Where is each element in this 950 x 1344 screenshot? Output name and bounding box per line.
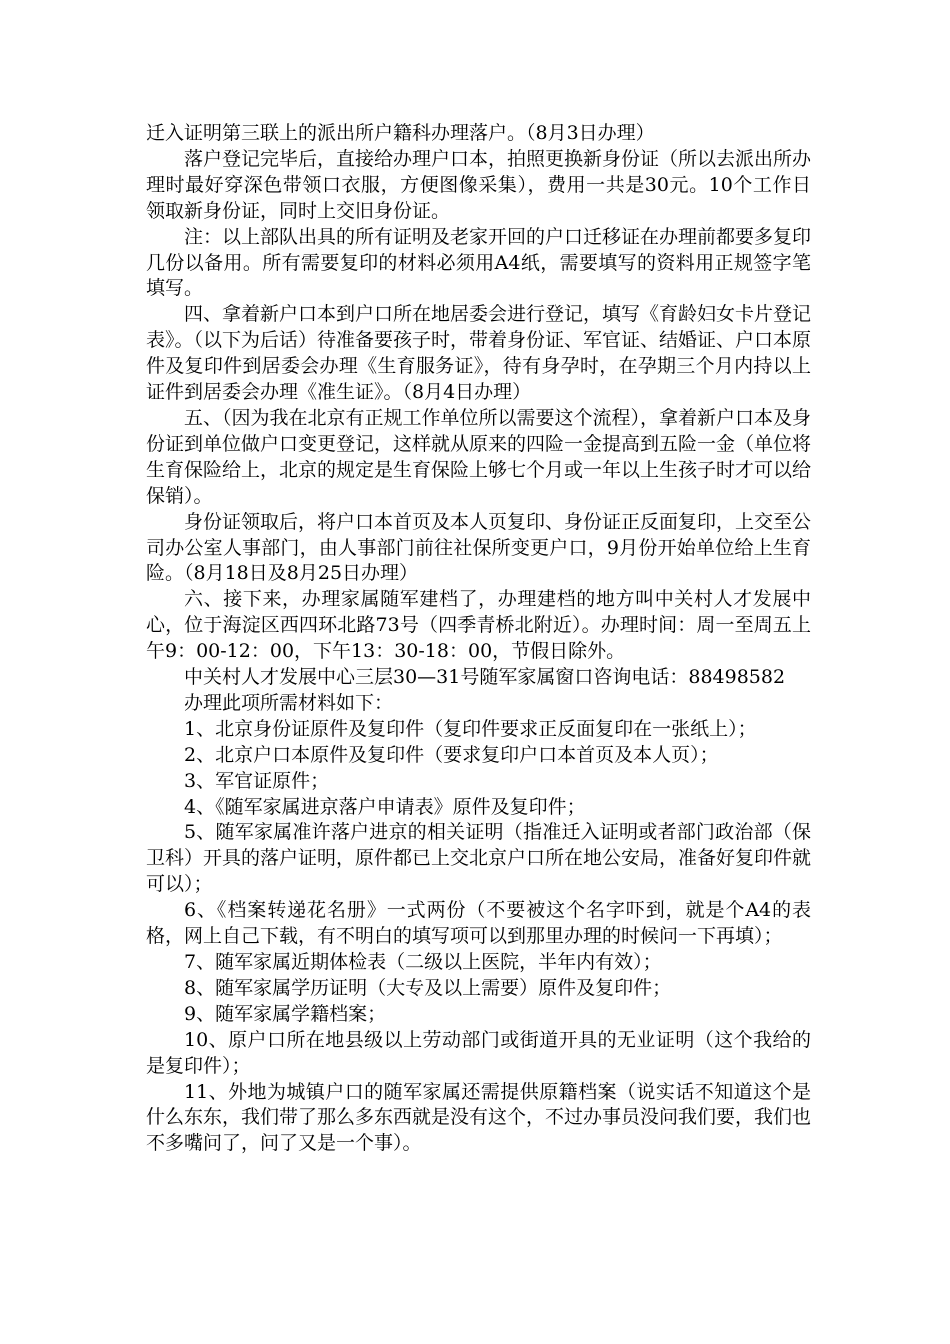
paragraph-id-card: 身份证领取后，将户口本首页及本人页复印、身份证正反面复印，上交至公司办公室人事部门，由人事部门前往社保所变更户口，9月份开始单位给上生育险。（8月18日及8月25日办理） (146, 510, 812, 585)
list-item: 9、随军家属学籍档案； (184, 1002, 387, 1025)
paragraph-step-five: 五、（因为我在北京有正规工作单位所以需要这个流程），拿着新户口本及身份证到单位做户口变更登记，这样就从原来的四险一金提高到五险一金（单位将生育保险给上，北京的规定是生育保险上够七个月或一年以上生孩子时才可以给保销）。 (146, 406, 812, 507)
list-item: 5、随军家属准许落户进京的相关证明（指准迁入证明或者部门政治部（保卫科）开具的落户证明，原件都已上交北京户口所在地公安局，准备好复印件就可以）； (146, 821, 812, 896)
document-page (146, 121, 811, 1157)
list-item: 8、随军家属学历证明（大专及以上需要）原件及复印件； (184, 976, 672, 999)
paragraph-step-four: 四、拿着新户口本到户口所在地居委会进行登记，填写《育龄妇女卡片登记表》。（以下为后话）待准备要孩子时，带着身份证、军官证、结婚证、户口本原件及复印件到居委会办理《生育服务证》，待有身孕时，在孕期三个月内持以上证件到居委会办理《准生证》。（8月4日办理） (146, 303, 812, 404)
list-item: 1、北京身份证原件及复印件（复印件要求正反面复印在一张纸上）； (184, 717, 757, 740)
list-item: 6、《档案转递花名册》一式两份（不要被这个名字吓到，就是个A4的表格，网上自己下载，有不明白的填写项可以到那里办理的时候问一下再填）； (146, 899, 811, 948)
paragraph-hukou-registration: 落户登记完毕后，直接给办理户口本，拍照更换新身份证（所以去派出所办理时最好穿深色带领口衣服，方便图像采集），费用一共是30元。10个工作日领取新身份证，同时上交旧身份证。 (146, 147, 812, 222)
paragraph-phone: 中关村人才发展中心三层30—31号随军家属窗口咨询电话：88498582 (184, 666, 786, 689)
paragraph-continuation: 迁入证明第三联上的派出所户籍科办理落户。（8月3日办理） (146, 122, 655, 144)
paragraph-note: 注：以上部队出具的所有证明及老家开回的户口迁移证在办理前都要多复印几份以备用。所有需要复印的材料必须用A4纸，需要填写的资料用正规签字笔填写。 (146, 225, 812, 300)
list-item: 3、军官证原件； (184, 769, 330, 792)
paragraph-materials-heading: 办理此项所需材料如下： (184, 691, 394, 714)
list-item: 7、随军家属近期体检表（二级以上医院，半年内有效）； (184, 951, 662, 973)
list-item: 10、原户口所在地县级以上劳动部门或街道开具的无业证明（这个我给的是复印件）； (146, 1028, 811, 1077)
list-item: 4、《随军家属进京落户申请表》原件及复印件； (184, 795, 586, 818)
paragraph-step-six: 六、接下来，办理家属随军建档了，办理建档的地方叫中关村人才发展中心，位于海淀区西四环北路73号（四季青桥北附近）。办理时间：周一至周五上午9：00-12：00，下午13：30-18：00，节假日除外。 (146, 588, 811, 663)
list-item: 2、北京户口本原件及复印件（要求复印户口本首页及本人页）； (184, 743, 719, 766)
list-item: 11、外地为城镇户口的随军家属还需提供原籍档案（说实话不知道这个是什么东东，我们带了那么多东西就是没有这个，不过办事员没问我们要，我们也不多嘴问了，问了又是一个事）。 (146, 1080, 812, 1155)
